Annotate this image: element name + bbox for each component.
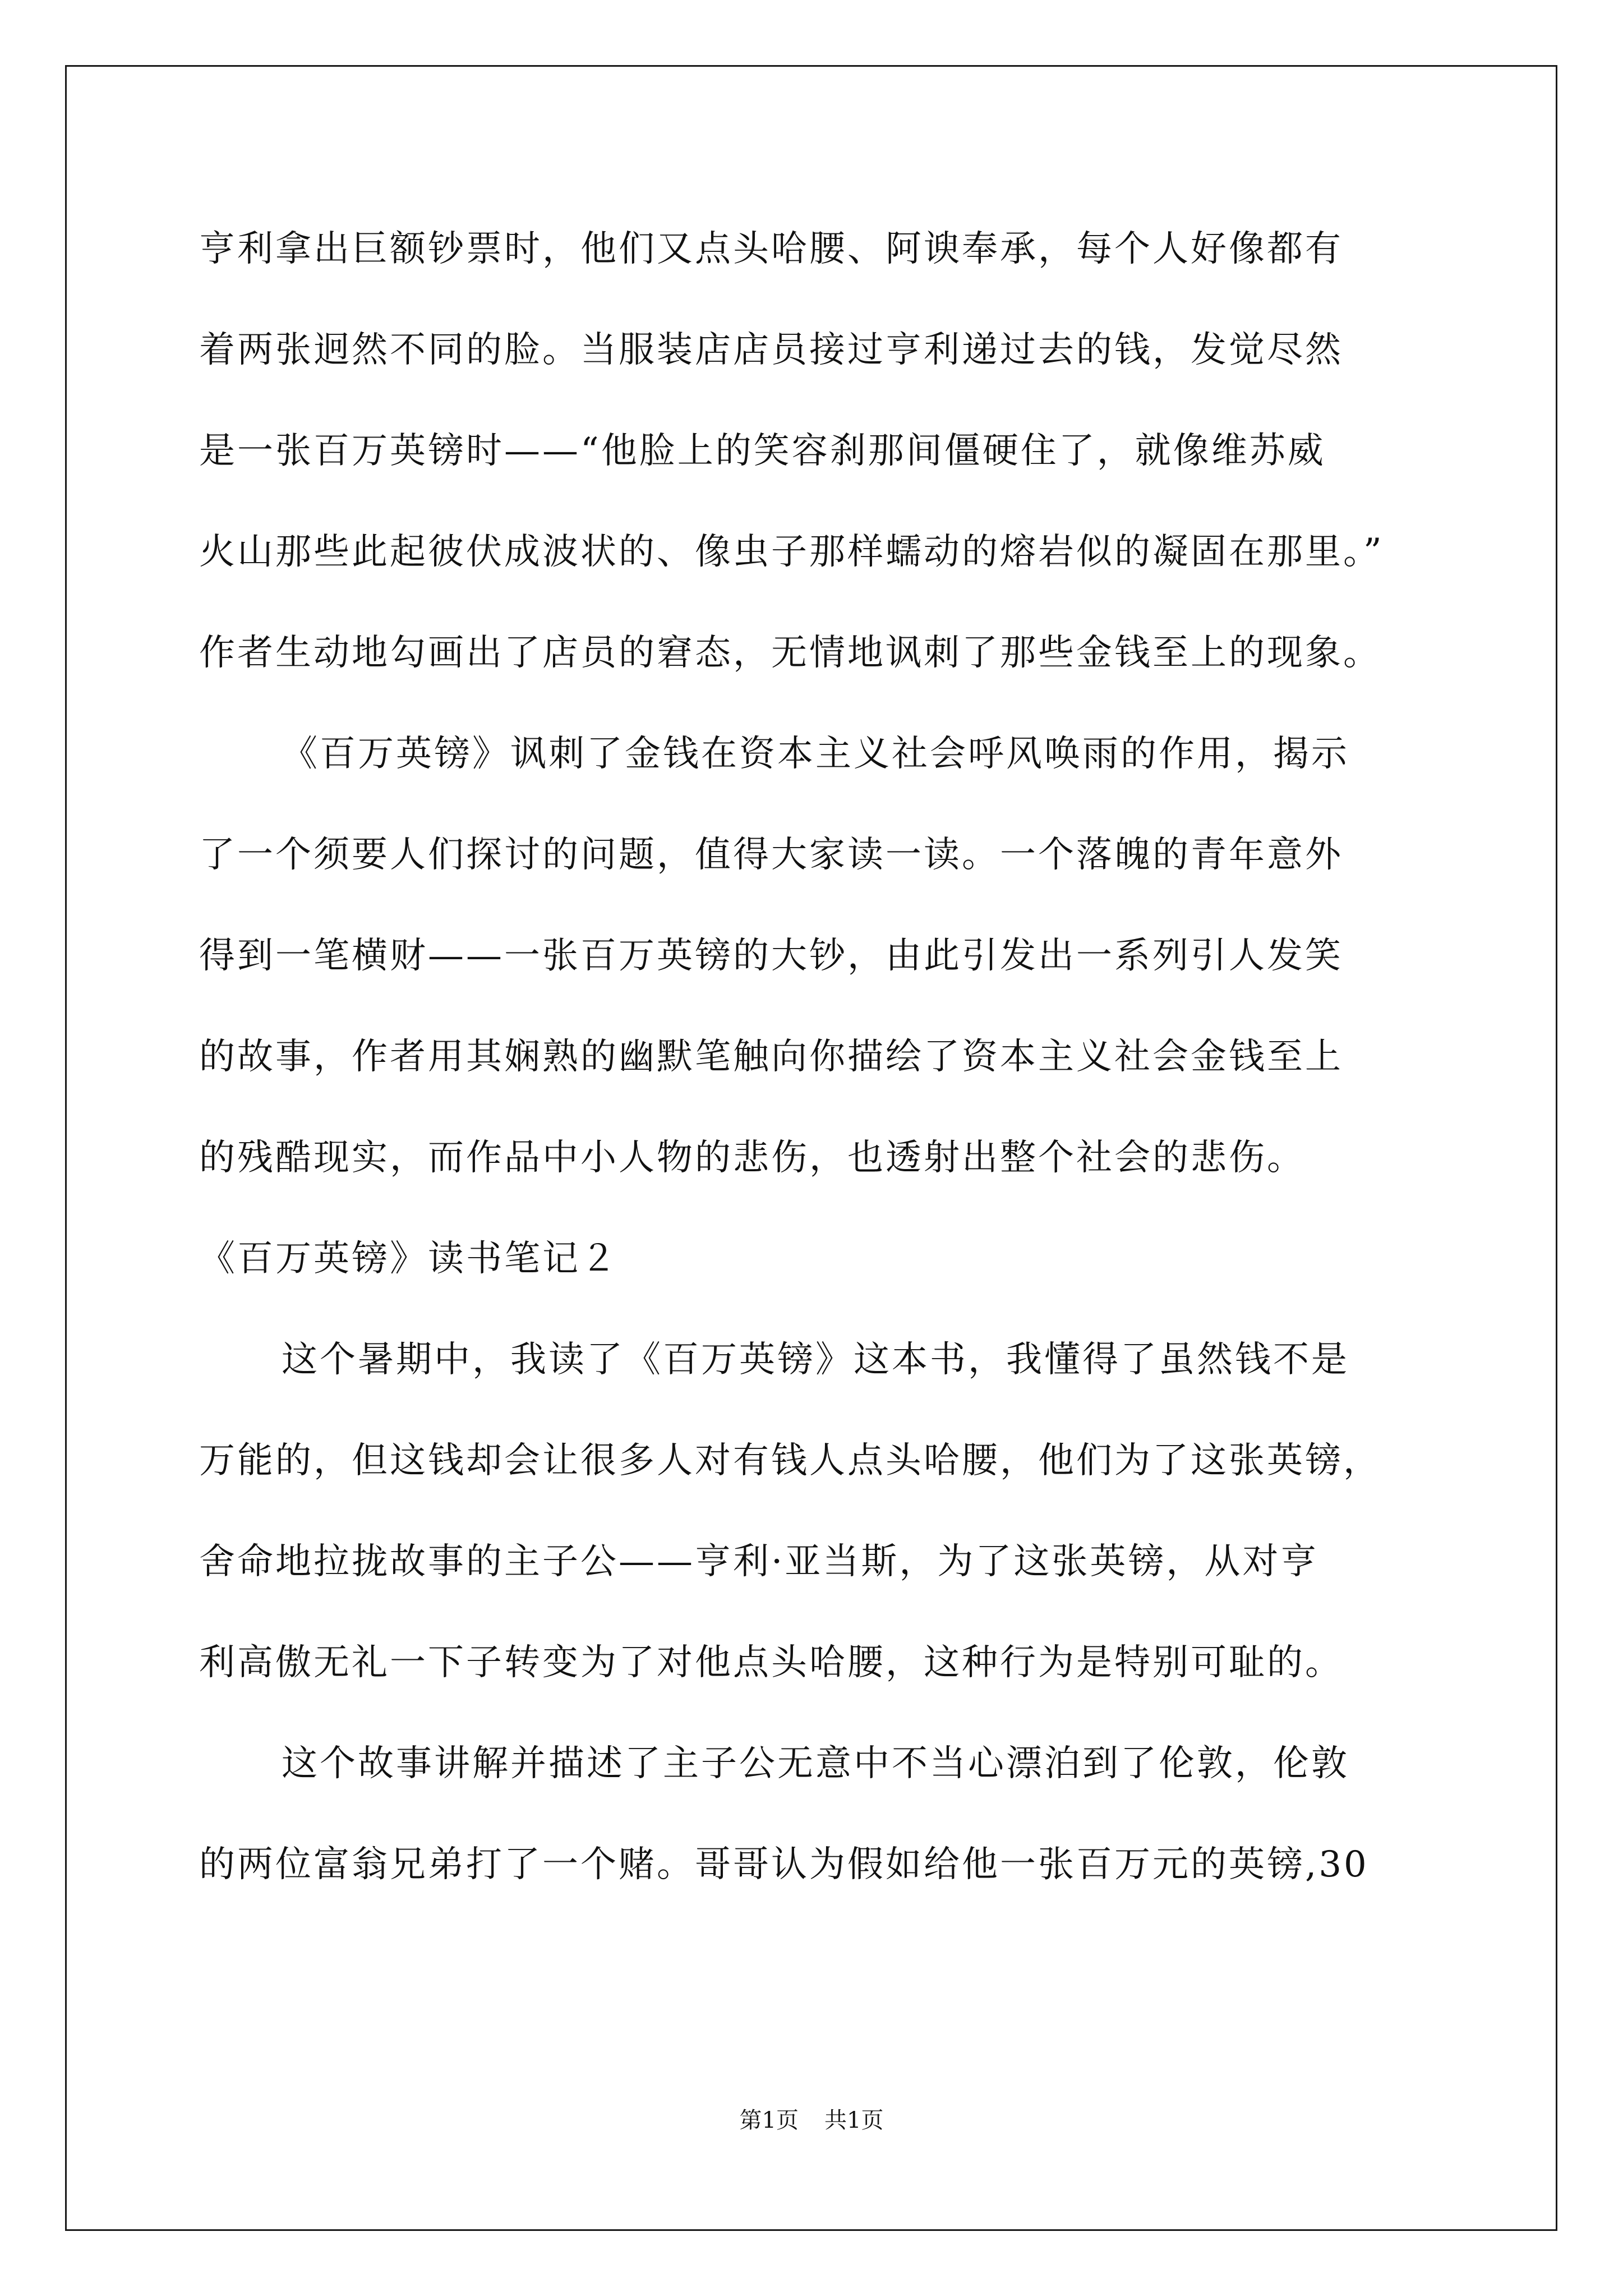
page-footer [0, 2105, 1623, 2136]
text-line: 万能的，但这钱却会让很多人对有钱人点头哈腰，他们为了这张英镑， [199, 1440, 1381, 1481]
text-line: 的残酷现实，而作品中小人物的悲伤，也透射出整个社会的悲伤。 [199, 1137, 1305, 1179]
text-line: 作者生动地勾画出了店员的窘态，无情地讽刺了那些金钱至上的现象。 [199, 632, 1381, 674]
page-total: 共1页 [824, 2108, 884, 2133]
text-line: 了一个须要人们探讨的问题，值得大家读一读。一个落魄的青年意外 [199, 834, 1343, 876]
section-heading: 《百万英镑》读书笔记２ [199, 1238, 619, 1280]
page-number: 第1页 [739, 2108, 799, 2133]
text-line: 是一张百万英镑时——“他脸上的笑容刹那间僵硬住了，就像维苏威 [199, 430, 1326, 472]
text-line: 的两位富翁兄弟打了一个赌。哥哥认为假如给他一张百万元的英镑,30 [199, 1844, 1369, 1885]
paragraph-start-line: 这个故事讲解并描述了主子公无意中不当心漂泊到了伦敦，伦敦 [282, 1743, 1349, 1784]
text-line: 火山那些此起彼伏成波状的、像虫子那样蠕动的熔岩似的凝固在那里。” [199, 531, 1384, 573]
paragraph-start-line: 《百万英镑》讽刺了金钱在资本主义社会呼风唤雨的作用，揭示 [282, 733, 1349, 775]
text-line: 亨利拿出巨额钞票时，他们又点头哈腰、阿谀奉承，每个人好像都有 [199, 228, 1343, 270]
text-line: 着两张迥然不同的脸。当服装店店员接过亨利递过去的钱，发觉尽然 [199, 329, 1343, 371]
text-line: 的故事，作者用其娴熟的幽默笔触向你描绘了资本主义社会金钱至上 [199, 1036, 1343, 1078]
paragraph-start-line: 这个暑期中，我读了《百万英镑》这本书，我懂得了虽然钱不是 [282, 1339, 1349, 1381]
text-line: 舍命地拉拢故事的主子公——亨利·亚当斯，为了这张英镑，从对亨 [199, 1541, 1319, 1582]
text-line: 得到一笔横财——一张百万英镑的大钞，由此引发出一系列引人发笑 [199, 935, 1343, 977]
text-line: 利高傲无礼一下子转变为了对他点头哈腰，这种行为是特别可耻的。 [199, 1642, 1343, 1683]
